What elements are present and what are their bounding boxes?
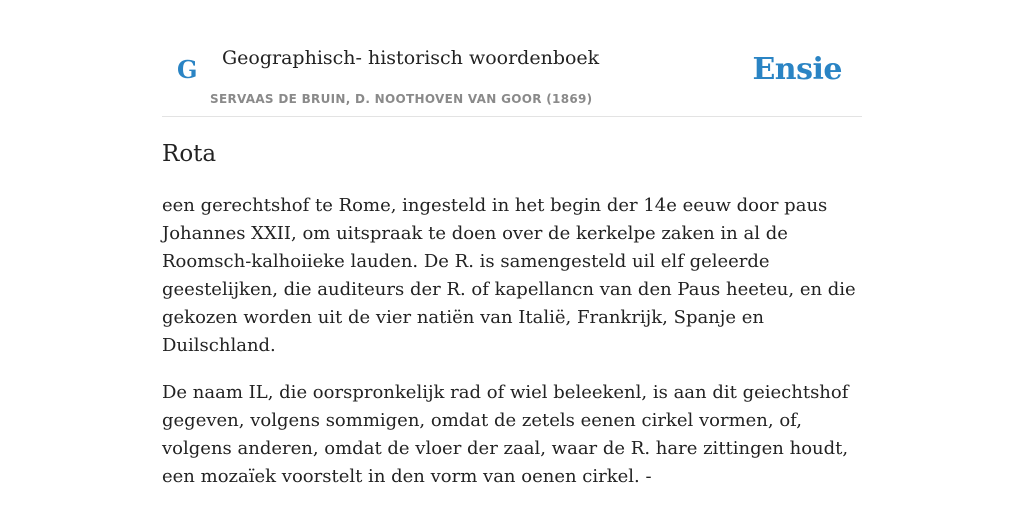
entry-title: Rota	[162, 141, 217, 167]
page-container	[162, 0, 862, 487]
book-authors: SERVAAS DE BRUIN, D. NOOTHOVEN VAN GOOR (1869)	[210, 92, 593, 106]
entry-paragraph: De naam IL, die oorspronkelijk rad of wiel beleekenl, is aan dit geiechtshof gegeven, volgens sommigen, omdat de zetels eenen cirkel vormen, of, volgens anderen, omdat de vloer der zaal, waar de R. hare zittingen houdt, een mozaïek voorstelt in den vorm van oenen cirkel. -	[162, 382, 849, 487]
header	[162, 0, 862, 117]
ensie-logo[interactable]: Ensie	[752, 52, 842, 87]
entry-paragraph: een gerechtshof te Rome, ingesteld in het begin der 14e eeuw door paus Johannes XXII, om uitspraak te doen over de kerkelpe zaken in al de Roomsch-kalhoiieke lauden. De R. is samengesteld uil elf geleerde geestelijken, die auditeurs der R. of kapellancn van den Paus heeteu, en die gekozen worden uit de vier natiën van Italië, Frankrijk, Spanje en Duilschland.	[162, 195, 856, 356]
book-letter-icon[interactable]: G	[177, 55, 198, 84]
book-title[interactable]: Geographisch- historisch woordenboek	[222, 47, 600, 69]
entry-body	[162, 192, 862, 510]
